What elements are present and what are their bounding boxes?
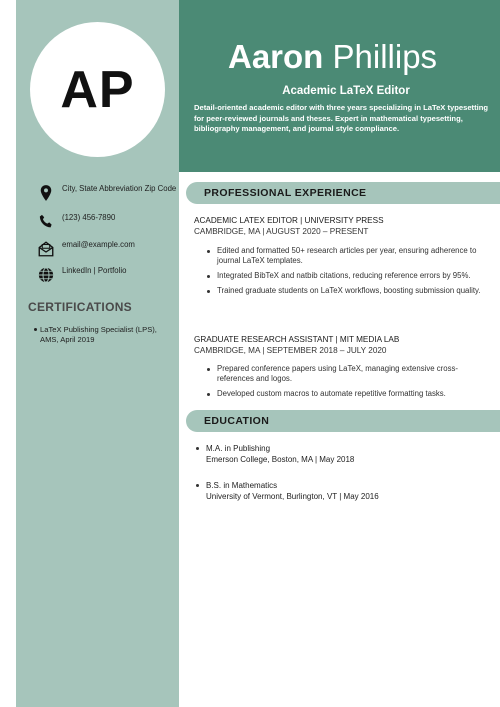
- job-meta: CAMBRIDGE, MA | SEPTEMBER 2018 – JULY 2020: [194, 346, 387, 355]
- job-meta: CAMBRIDGE, MA | AUGUST 2020 – PRESENT: [194, 227, 369, 236]
- school: Emerson College, Boston, MA | May 2018: [206, 455, 355, 464]
- degree: M.A. in Publishing: [206, 444, 271, 453]
- certifications-heading: CERTIFICATIONS: [28, 300, 132, 314]
- contact-address: [37, 184, 177, 202]
- job-role-title: Academic LaTeX Editor: [282, 85, 410, 97]
- candidate-name: [228, 38, 488, 76]
- monogram-text: AP: [60, 60, 135, 119]
- job-title: GRADUATE RESEARCH ASSISTANT | MIT MEDIA LAB: [194, 335, 400, 344]
- links-text[interactable]: LinkedIn | Portfolio: [62, 266, 127, 275]
- last-name: Phillips: [332, 38, 438, 75]
- job-entry-2: [194, 334, 494, 356]
- contact-email: [37, 240, 177, 258]
- list-item: Integrated BibTeX and natbib citations, reducing reference errors by 95%.: [217, 271, 493, 281]
- phone-text[interactable]: (123) 456-7890: [62, 213, 116, 222]
- list-item: Trained graduate students on LaTeX workflows, boosting submission quality.: [217, 286, 493, 296]
- education-item-1: [206, 443, 486, 465]
- contact-links: [37, 266, 177, 284]
- email-text[interactable]: email@example.com: [62, 240, 135, 249]
- address-text: City, State Abbreviation Zip Code: [62, 184, 177, 193]
- monogram-circle: [30, 22, 165, 157]
- job-2-bullets: [217, 364, 493, 404]
- job-title: ACADEMIC LATEX EDITOR | UNIVERSITY PRESS: [194, 216, 384, 225]
- phone-icon: [37, 213, 55, 231]
- list-item: Developed custom macros to automate repetitive formatting tasks.: [217, 389, 493, 399]
- school: University of Vermont, Burlington, VT | May 2016: [206, 492, 379, 501]
- job-entry-1: [194, 215, 494, 237]
- map-pin-icon: [37, 184, 55, 202]
- envelope-icon: [37, 240, 55, 258]
- certification-item: LaTeX Publishing Specialist (LPS), AMS, April 2019: [40, 325, 170, 345]
- education-item-2: [206, 480, 486, 502]
- education-section-band: [186, 410, 500, 432]
- contact-phone: [37, 213, 177, 231]
- profile-summary: Detail-oriented academic editor with three years specializing in LaTeX typesetting for peer-reviewed journals and theses. Expert in mathematical typesetting, bibliography management, and journal style compliance.: [194, 103, 488, 134]
- job-1-bullets: [217, 246, 493, 301]
- list-item: Prepared conference papers using LaTeX, managing extensive cross-references and logos.: [217, 364, 493, 385]
- experience-section-band: [186, 182, 500, 204]
- experience-heading: PROFESSIONAL EXPERIENCE: [204, 187, 367, 199]
- degree: B.S. in Mathematics: [206, 481, 278, 490]
- education-heading: EDUCATION: [204, 415, 270, 427]
- list-item: Edited and formatted 50+ research articles per year, ensuring adherence to journal LaTeX templates.: [217, 246, 493, 267]
- globe-icon: [37, 266, 55, 284]
- first-name: Aaron: [228, 38, 324, 75]
